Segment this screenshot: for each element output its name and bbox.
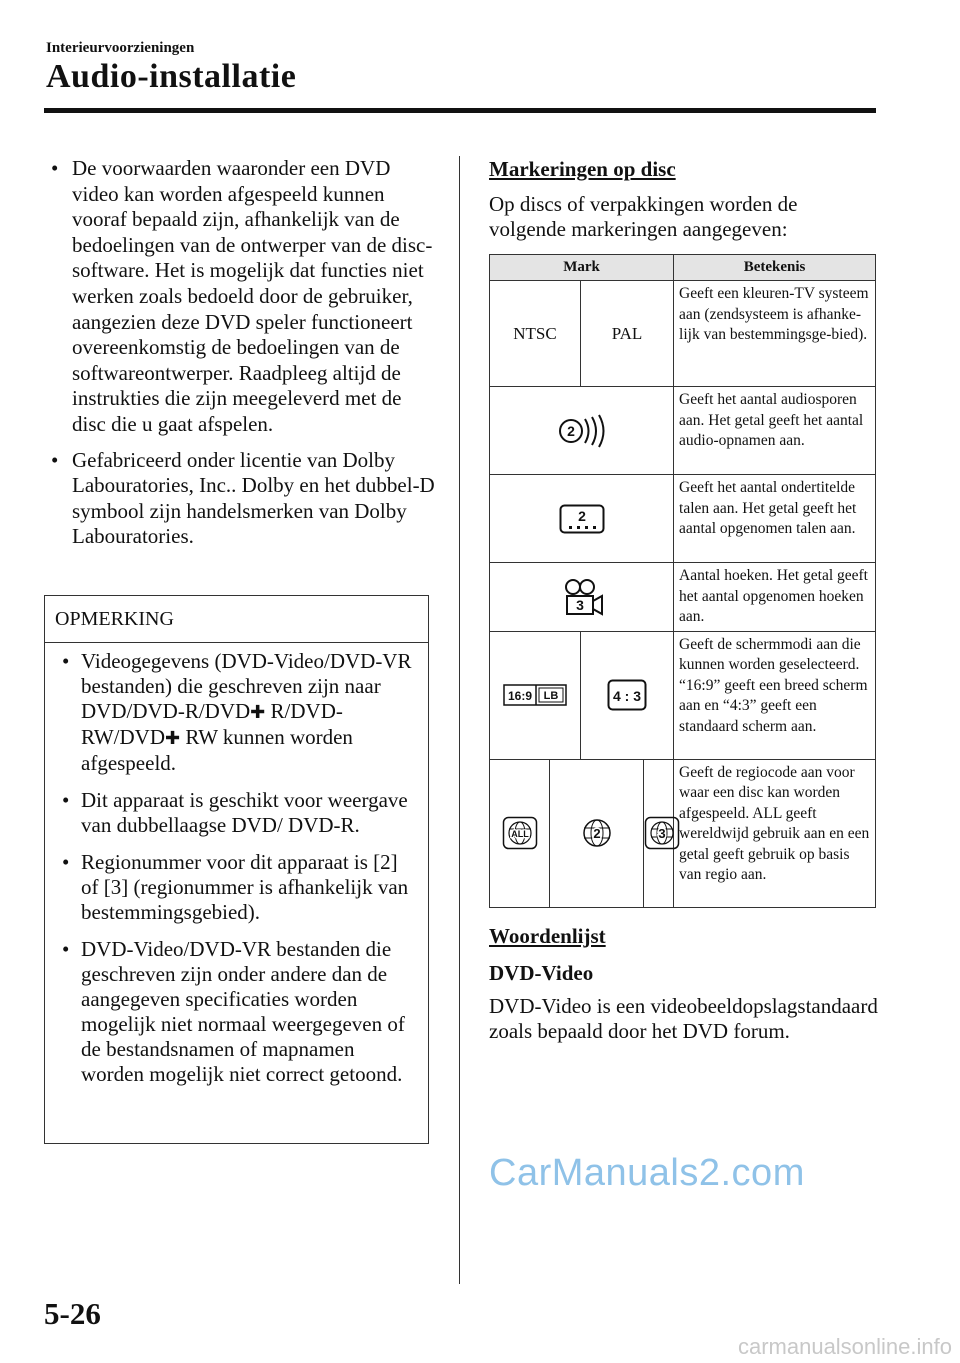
region-2-globe-icon	[579, 816, 615, 850]
note-text: Regionummer voor dit apparaat is [2] of [3] (regionummer is afhankelijk van bestemmingsgebied).	[81, 850, 409, 924]
table-row	[490, 475, 876, 563]
glossary-term: DVD-Video	[489, 961, 594, 985]
markings-intro: Op discs of verpakkingen worden de volgende markeringen aangegeven:	[489, 192, 798, 241]
note-box	[44, 595, 429, 1144]
note-text: DVD-Video/DVD-VR bestanden die geschreven zijn onder andere dan de aangegeven specificaties worden mogelijk niet normaal weergegeven of de bestandsnamen of mapnamen worden mogelijk niet correct getoond.	[81, 937, 405, 1086]
watermark: CarManuals2.com	[489, 1152, 805, 1194]
markings-table	[489, 254, 876, 908]
header-rule	[44, 108, 876, 113]
list-item	[46, 156, 436, 438]
list-item	[57, 649, 420, 776]
table-row	[490, 281, 876, 387]
list-item	[57, 937, 420, 1087]
column-header-meaning: Betekenis	[674, 255, 876, 281]
bullet-icon: •	[62, 850, 70, 874]
right-column	[489, 156, 879, 242]
markings-title: Markeringen op disc	[489, 157, 676, 181]
camera-angle-icon	[560, 577, 604, 617]
column-header-mark: Mark	[490, 255, 674, 281]
region-all-label: ALL	[510, 829, 529, 839]
widescreen-label: 16:9	[507, 689, 533, 704]
region-3-label: 3	[658, 826, 666, 841]
footer-site: carmanualsonline.info	[737, 1334, 952, 1359]
audio-tracks-icon	[554, 414, 610, 448]
desc-screen-mode: Geeft de schermmodi aan die kunnen worden geselecteerd. “16:9” geeft een breed scherm aan en “4:3” geeft een standaard scherm aan.	[674, 631, 876, 759]
region-all-globe-icon	[502, 816, 538, 850]
ntsc-mark: NTSC	[490, 281, 581, 387]
bullet-text: Gefabriceerd onder licentie van Dolby Labouratories, Inc.. Dolby en het dubbel-D symbool zijn handelsmerken van Dolby Labouratories.	[72, 447, 435, 549]
left-column	[46, 156, 436, 560]
table-row	[490, 387, 876, 475]
bullet-icon: •	[51, 156, 59, 180]
plus-icon: ✚	[250, 702, 266, 723]
table-row	[490, 563, 876, 632]
desc-subtitles: Geeft het aantal ondertitelde talen aan. Het getal geeft het aantal opgenomen talen aan.	[674, 475, 876, 563]
camera-angle-number: 3	[575, 596, 584, 613]
letterbox-label: LB	[543, 690, 559, 703]
column-divider	[459, 156, 460, 1284]
region-2-label: 2	[592, 826, 601, 841]
bullet-icon: •	[62, 788, 70, 812]
list-item	[57, 788, 420, 838]
note-text: Dit apparaat is geschikt voor weergave van dubbellaagse DVD/ DVD-R.	[81, 788, 408, 837]
pal-mark: PAL	[581, 281, 674, 387]
subtitles-icon	[559, 504, 605, 534]
plus-icon: ✚	[165, 728, 181, 749]
region-3-globe-icon	[644, 816, 680, 850]
standard-4-3-icon	[607, 679, 647, 711]
desc-audio-tracks: Geeft het aantal audiosporen aan. Het getal geeft het aantal audio-opnamen aan.	[674, 387, 876, 475]
subtitles-number: 2	[577, 507, 586, 524]
glossary	[489, 923, 879, 1044]
section-title: Interieurvoorzieningen	[46, 40, 195, 56]
table-row	[490, 759, 876, 907]
glossary-title: Woordenlijst	[489, 924, 606, 948]
note-text: R/DVD-RW/DVD	[81, 699, 343, 749]
bullet-text: De voorwaarden waaronder een DVD video kan worden afgespeeld kunnen vooraf bepaald zijn, afhankelijk van de bedoelingen van de ontwerper van de disc-software. Het is mogelijk dat functies niet werken zoals bedoeld door de gebruiker, aangezien deze DVD speler functioneert overeenkomstig de bedoelingen van de softwareontwerper. Raadpleeg altijd de instrukties die zijn meegeleverd met de disc die u gaat afspelen.	[72, 156, 433, 436]
table-row	[490, 631, 876, 759]
desc-tv-system: Geeft een kleuren-TV systeem aan (zendsysteem is afhanke-lijk van bestemmingsge-bied).	[674, 281, 876, 387]
bullet-icon: •	[62, 649, 70, 673]
bullet-icon: •	[62, 937, 70, 961]
note-text: Videogegevens (DVD-Video/DVD-VR bestanden) die geschreven zijn naar DVD/DVD-R/DVD	[81, 649, 412, 723]
standard-label: 4 : 3	[613, 688, 642, 704]
desc-region-code: Geeft de regiocode aan voor waar een disc kan worden afgespeeld. ALL geeft wereldwijd gebruik aan en een getal geeft gebruik op basis van regio aan.	[674, 759, 876, 907]
desc-camera-angle: Aantal hoeken. Het getal geeft het aantal opgenomen hoeken aan.	[674, 563, 876, 632]
list-item	[46, 448, 436, 550]
widescreen-16-9-lb-icon	[503, 684, 567, 706]
note-heading: OPMERKING	[45, 596, 428, 643]
page-title: Audio-installatie	[46, 58, 297, 95]
glossary-definition: DVD-Video is een videobeeldopslagstandaard zoals bepaald door het DVD forum.	[489, 994, 878, 1043]
list-item	[57, 850, 420, 925]
audio-tracks-number: 2	[566, 422, 575, 439]
note-text: RW kunnen worden afgespeeld.	[81, 725, 353, 775]
page-number: 5-26	[44, 1296, 101, 1331]
bullet-icon: •	[51, 447, 59, 472]
